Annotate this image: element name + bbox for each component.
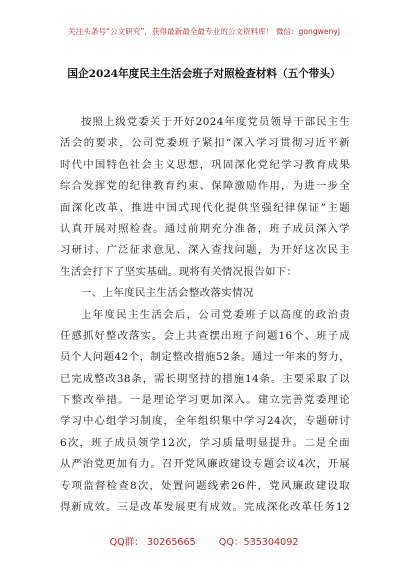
body-line: 按照上级党委关于开好2024年度党员领导干部民主生 <box>81 116 350 128</box>
header-banner: 关注头条号“公文研究”，获得最新最全最专业的公文资料库！ 微信：gongwenyj <box>68 27 340 36</box>
body-line: 时代中国特色社会主义思想，巩固深化党纪学习教育成果 <box>60 158 350 171</box>
body-line: 上年度民主生活会后，公司党委班子以高度的政治责 <box>81 308 350 321</box>
body-line: 学习中心组学习制度，全年组织集中学习24次，专题研讨 <box>60 415 350 428</box>
footer-qq-group: QQ群： 30265665 <box>109 537 196 548</box>
body-line: 下整改举措。一是理论学习更加深入。建立完善党委理论 <box>60 394 350 407</box>
body-line: 6次，班子成员领学12次，学习质量明显提升。二是全面 <box>60 436 350 449</box>
body-line: 习研讨、广泛征求意见、深入查找问题，为开好这次民主 <box>60 244 350 257</box>
document-body <box>60 112 350 518</box>
body-line: 员个人问题42个，制定整改措施52条。通过一年来的努力， <box>60 351 350 364</box>
body-line: 已完成整改38条，需长期坚持的措施14条。主要采取了以 <box>60 372 350 385</box>
body-line: 得新成效。三是改革发展更有成效。完成深化改革任务12 <box>60 501 350 514</box>
body-line: 专项监督检查8次，处置问题线索26件，党风廉政建设取 <box>60 479 350 492</box>
body-line: 面深化改革、推进中国式现代化提供坚强纪律保证”主题 <box>60 201 350 214</box>
body-line: 生活会打下了坚实基础。现将有关情况报告如下： <box>60 265 298 278</box>
footer-qq: QQ：535304092 <box>218 537 299 548</box>
body-line: 综合发挥党的纪律教育约束、保障激励作用，为进一步全 <box>60 180 350 193</box>
body-line: 任感抓好整改落实。会上共查摆出班子问题16个、班子成 <box>60 329 350 342</box>
section-heading: 一、上年度民主生活会整改落实情况 <box>81 287 254 300</box>
document-title: 国企2024年度民主生活会班子对照检查材料（五个带头） <box>67 68 341 80</box>
body-line: 认真开展对照检查。通过前期充分准备，班子成员深入学 <box>60 222 350 235</box>
footer-contact <box>0 534 408 548</box>
body-line: 活会的要求，公司党委班子紧扣“深入学习贯彻习近平新 <box>60 137 350 150</box>
body-line: 从严治党更加有力。召开党风廉政建设专题会议4次，开展 <box>60 458 350 471</box>
